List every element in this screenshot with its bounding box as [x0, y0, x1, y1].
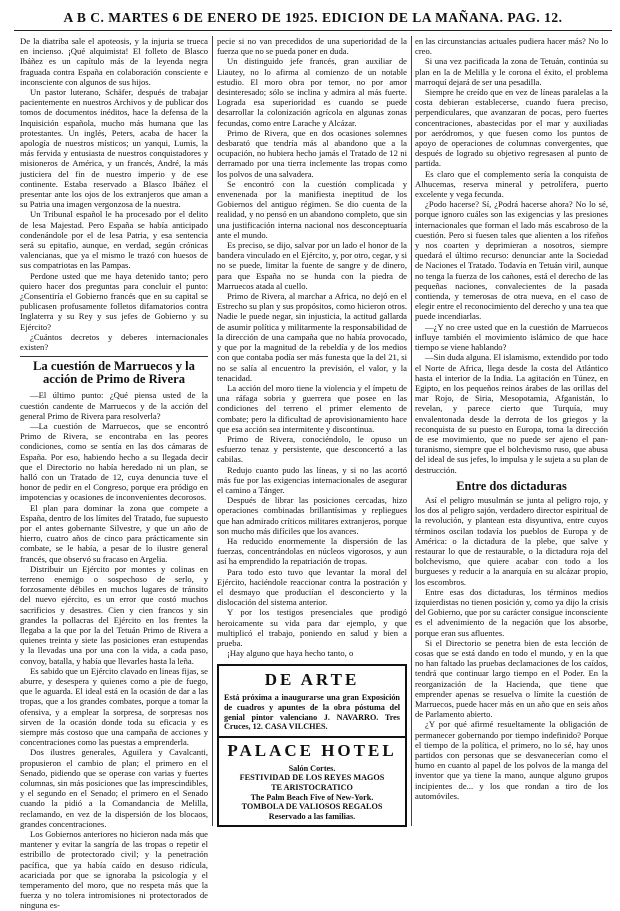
- paragraph: Es claro que el complemento sería la conquista de Alhucemas, reserva mineral y petrolífera, puerto excelente y vega fecunda.: [415, 168, 608, 200]
- section-heading-marruecos: La cuestión de Marruecos y la acción de Primo de Rivera: [20, 356, 208, 386]
- paragraph: —El último punto: ¿Qué piensa usted de la cuestión candente de Marruecos y de la acción del general Primo de Rivera para resolverla?: [20, 390, 208, 421]
- column-1: [20, 36, 208, 911]
- ad-line: Reservado a las familias.: [268, 811, 356, 821]
- paragraph: Ha reducido enormemente la dispersión de las fuerzas, concentrándolas en núcleos vigorosos, y aun así ha emprendido la repatriación de tropas.: [217, 535, 407, 567]
- ad-de-arte: [217, 664, 407, 737]
- column-rule-2: [411, 36, 412, 826]
- paragraph: Un Tribunal español le ha procesado por el delito de lesa Majestad. Pero España se había anticipado condenándole por el de lesa Patria, y esa sentencia será su epitafio, aunque, en verdad, según crónicas valencianas, que ya el mismo le trazó con huesos de sus compatriotas en las Pampas.: [20, 209, 208, 271]
- paragraph: ¡Hay alguno que haya hecho tanto, o: [227, 648, 354, 659]
- paragraph: Perdone usted que me haya detenido tanto; pero quiero hacer dos preguntas para concluir el punto: ¿Consentiría el Gobierno francés que en su capital se publicasen profusamente folletos difamatorios contra Inglaterra y su Rey y sus jefes de Gobierno y su Ejército?: [20, 270, 208, 332]
- column-rule-1: [212, 36, 213, 826]
- paragraph: La acción del moro tiene la violencia y el ímpetu de una ráfaga sobria y guerrera que posee en las condiciones del terreno el primer elemento de combate; pero la dificultad de aprovisionamiento hace que esa acción sea intermitente y discontinua.: [217, 382, 407, 434]
- column-3: [415, 36, 608, 828]
- paragraph: Primo de Rivera, que en dos ocasiones solemnes desbarató que tendría más al abandono que a la ocupación, no hubiera hecho jamás el Tratado de 12 ni derramado por una tierra inclemente las tropas como los polvos de una salvadera.: [217, 127, 407, 179]
- paragraph: Es sabido que un Ejército clavado en lineas fijas, se aburre, y desespera y quienes como a pie de fuego, que le aguarda. El ideal está en la ocasión de dar a las tropas, que a los grandes combates, porque a tomar la ofensiva, y a emplear la sorpresa, de sorpresas nos sirven de la ocasión donde toda su eficacia y es siempre más costoso que una campaña de acciones y concentraciones como las puestas a emprenderla.: [20, 665, 208, 748]
- paragraph: Así el peligro musulmán se junta al peligro rojo, y los dos al peligro sajón, verdadero director espiritual de la revolución, y plantean esta disyuntiva, entre cuyos términos oscilan todavía los pueblos de Europa y de América: o la dictadura de la plebe, que salve y restaurar lo que de restaurable, o la dictadura roja del bolchevismo, que quiere acabar con todo a los burgueses y reducir a la anarquía en su alcázar propio, los escombros.: [415, 494, 608, 587]
- paragraph: Siempre he creído que en vez de líneas paralelas a la costa debieran establecerse, cuando fuera preciso, perpendiculares, que avanzaran de pocas, pero fuertes concentraciones, abastecidas por el mar y auxiliadas por aeródromos, y que fuesen como los puntos de apoyo de operaciones de columnas convergentes, que después de logrado su objetivo regresasen al punto de partida.: [415, 87, 608, 169]
- ad-text: Está próxima a inaugurarse una gran Exposición de cuadros y apuntes de la obra póstuma del genial pintor valenciano J. NAVARRO. Tres Cruces, 12. CASA VILCHES.: [224, 693, 400, 732]
- paragraph: ¿Y por qué afirmé resueltamente la obligación de permanecer gobernando por tiempo indefinido? Porque el tiempo de la política, el primero, no lo sé, hay unos partidos con personas que se desvanecerían como el humo en cuanto al papel de los polvos de la manga del inventor que ya tiene la mano, aunque alguno grupos incipientes de... y los que rondan a tiro de los automóviles.: [415, 719, 608, 801]
- paragraph: Después de librar las posiciones cercadas, hizo operaciones combinadas brillantísimas y repliegues que han admirado críticos militares extranjeros, porque son mucho más difíciles que los avances.: [217, 495, 407, 536]
- paragraph: —¿Y no cree usted que en la cuestión de Marruecos influye también el movimiento islámico de que hace tiempo se viene hablando?: [415, 321, 608, 353]
- ad-line: TE ARISTOCRATICO: [271, 782, 353, 792]
- paragraph: Para todo esto tuvo que levantar la moral del Ejército, haciéndole reaccionar contra la postración y el desmayo que produciían el desconcierto y la dislocación del sistema anterior.: [217, 566, 407, 608]
- ad-line: The Palm Beach Five of New-York.: [250, 792, 374, 802]
- paragraph: Se encontró con la cuestión complicada y envenenada por la manifiesta ineptitud de los Gobiernos del antiguo régimen. Se dio cuenta de la realidad, y no pensó en un abandono completo, que sin una justificación interna nacional nos desconceptuaría ante el mundo.: [217, 178, 407, 240]
- paragraph: Primo de Rivera, conociéndolo, le opuso un esfuerzo tenaz y persistente, que desconcertó a las cabilas.: [217, 433, 407, 465]
- paragraph: Los Gobiernos anteriores no hicieron nada más que mantener y evitar la sangría de las tropas o repetir el estribillo de protectorado civil; y la penetración pacífica, que ya había caído en desuso ridícula, acariciada por que se ignoraba la psicología y el temperamento del moro, que no respeta más que la fuerza y no tolera intromisiones ni protectorados de ninguna es-: [20, 829, 208, 911]
- paragraph: De la diatriba sale el apoteosis, y la injuria se trueca en incienso. ¡Qué alquimista! El folleto de Blasco Ibáñez es un capítulo más de la leyenda negra fraguada contra España en colaboración consciente e inconsciente con algunos de sus hijos.: [20, 36, 208, 87]
- column-2: [217, 36, 407, 828]
- paragraph: —La cuestión de Marruecos, que se encontró Primo de Rivera, se encontraba en las peores condiciones, como se sentía en las dos cámaras de España. Por eso, habiendo hecho a su llegada decir que el Directorio no había heredado ni un plan, se halló con un Tratado de 12, cuya denuncia tuve el honor de pedir en el Congreso, porque era pródigo en impotencias y ocasiones de inconvenientes decorosos.: [20, 420, 208, 503]
- ad-line: TOMBOLA DE VALIOSOS REGALOS: [241, 802, 383, 812]
- paragraph: Dos ilustres generales, Aguilera y Cavalcanti, propusieron el cambio de plan; el primero en el Senado, pidiendo que se operase con varias y fuertes columnas, sin más posiciones que las imprescindibles, y el segundo en el Senado; el primero en el Senado cuando la pidió a la Comandancia de Melilla, reclamando, en vez de la dispersión de los blocaos, grandes concentraciones.: [20, 747, 208, 829]
- paragraph: Primo de Rivera, al marchar a Africa, no dejó en el Estrecho su plan y sus propósitos, como hicieron otros. Nadie le puede negar, sin injusticia, la actitud gallarda de asumir política y militarmente la responsabilidad de la dirección de una campaña que no había provocado, y que por la magnitud de la rebeldía y de los medios con que contaba podía ser más funesta que la del 21, si no se salía al encuentro la previsión, el valor, y la tenacidad.: [217, 291, 407, 383]
- paragraph: —Sin duda alguna. El islamismo, extendido por todo el Norte de Africa, llega desde la costa del Atlántico hasta el interior de la India. La agitación en Túnez, en Egipto, en los pequeños reinos árabes de las orillas del mar Rojo, de Siria, Mesopotamia, Afganistán, lo revelan, y parece cierto que Turquía, muy envalentonada desde la derrota de los griegos y la reconquista de su puesto en Europa, toma la dirección de ese movimiento, que no puede ser ajeno el pan-turanismo, siempre que el bolchevismo ruso, que abusa del ideal de sus jefes, lo impulsa y le sujeta a su plan de destrucción.: [415, 352, 608, 475]
- paragraph: ¿Podo hacerse? Sí, ¿Podrá hacerse ahora? No lo sé, porque ignoro cuáles son las exigencias y las presiones internacionales que forman el lado más escabroso de la cuestión. Pero si fuesen tales que alienten a los rifeños y nos coarten y deprimieran a nosotros, siempre quedará el último recurso: denunciar ante la Sociedad de Naciones el Tratado. Todavía en Tetuán viril, aunque no tenga la fuerza de los cañones, está el derecho de las pequeñas naciones, convalecientes de la pasada contienda, y temerosas de otra nueva, en el caso de elegir entre el reconocimiento del derecho y una tea que puede incendiarlas.: [415, 199, 608, 322]
- ad-title: DE ARTE: [264, 670, 360, 690]
- paragraph: Si el Directorio se penetra bien de esta lección de cosas que se está dando en todo el mundo, y en la que no han faltado las pruebas declamaciones de los caídos, tendrá que continuar largo tiempo en el Poder. En la reorganización de la Hacienda, que tiene que emprender apenas se resuelva o límite la cuestión de Marruecos, puede hacer más en un año que en seis años de Parlamento abierto.: [415, 637, 608, 720]
- paragraph: Es preciso, se dijo, salvar por un lado el honor de la bandera vinculado en el Ejército, y, por otro, cegar, y si no se puede, limitar la fuente de sangre y de dinero, para que España no se hunda con la piedra de Marruecos atada al cuello.: [217, 240, 407, 291]
- section-heading-dictaduras: Entre dos dictaduras: [456, 478, 567, 493]
- paragraph: El plan para dominar la zona que compete a España, dentro de los límites del Tratado, fue supuesto por el antes gobernante Silvestre, y que un año de hierro, cuatro años de cinco para prácticamente sin combate, se le había, a pesar de lo ilustre general francés, que observó su fracaso en Argelia.: [20, 502, 208, 564]
- paragraph: pecie si no van precedidos de una superioridad de la fuerza que no se pueda poner en duda.: [217, 36, 407, 57]
- paragraph: en las circunstancias actuales pudiera hacer más? No lo creo.: [415, 36, 608, 57]
- ad-line: FESTIVIDAD DE LOS REYES MAGOS: [239, 773, 385, 783]
- paragraph: Un pastor luterano, Schäfer, después de trabajar pacientemente en nuestros Archivos y de publicar dos tomos de documentos inéditos, hace la defensa de la Inquisición española, mucho más humana que las protestantes. Un inglés, Peters, acaba de hacer la apología de nuestros místicos; un yanqui, Lumis, la más fervida y entusiasta de nuestros conquistadores y misioneros de América, y un francés, André, la más justiciera del fin de nuestro imperio y de ese continente. Estaba reservado a Blasco Ibáñez el presentar ante los ojos de los extranjeros que aman a su Patria una imagen vergonzosa de la nuestra.: [20, 87, 208, 210]
- paragraph: Y por los testigos presenciales que prodigó heroicamente su vida para dar ejemplo, y que multiplicó el trabajo, poniendo en salud y bien a prueba.: [217, 607, 407, 648]
- paragraph: ¿Cuántos decretos y deberes internacionales existen?: [20, 331, 208, 353]
- ad-line: Salón Cortes.: [288, 763, 336, 773]
- ad-palace-hotel: [217, 738, 407, 828]
- paragraph: Distribuir un Ejército por montes y colinas en terreno enemigo o sospechoso de serlo, y forzosamente débiles en muchos lugares de tránsito del nuevo ejército, es un error que costó muchos sacrificios y desastres. Cien y cien francos y sin grandes la pollacras del Ejército en los frentes la llegaba a la que por la del Tetuán Primo de Rivera a quienes treinta y siete las posiciones eran estupendas y la llevadas una por una con la vida, a cada paso, convoy, batalla, y había que llevarles hasta la leña.: [20, 563, 208, 666]
- paragraph: Redujo cuanto pudo las líneas, y si no las acortó más fue por las exigencias internacionales de asegurar el camino a Tánger.: [217, 464, 407, 495]
- paragraph: Si una vez pacificada la zona de Tetuán, continúa su plan en la de Melilla y le corona el éxito, el problema marroquí dejará de ser una pesadilla.: [415, 56, 608, 87]
- page-header: A B C. MARTES 6 DE ENERO DE 1925. EDICION DE LA MAÑANA. PAG. 12.: [14, 8, 612, 31]
- paragraph: Entre esas dos dictaduras, los términos medios izquierdistas no tienen posición y, como ya dijo la crisis del Gobierno, que por su carácter consigue inconsciente es el advenimiento de la negación que los absorbe, porque eran sus afluentes.: [415, 586, 608, 638]
- paragraph: Un distinguido jefe francés, gran auxiliar de Liautey, no lo afirma al comienzo de un notable estudio. El moro obra por temor, no por amor desinteresado; sólo se inclina y admira al más fuerte. Lograda esa superioridad es cuando se puede desarrollar la colonización agrícola en algunas zonas fecundas, como entre Larache y Alcázar.: [217, 56, 407, 128]
- newspaper-page: [14, 0, 612, 911]
- ad-title: PALACE HOTEL: [227, 740, 397, 760]
